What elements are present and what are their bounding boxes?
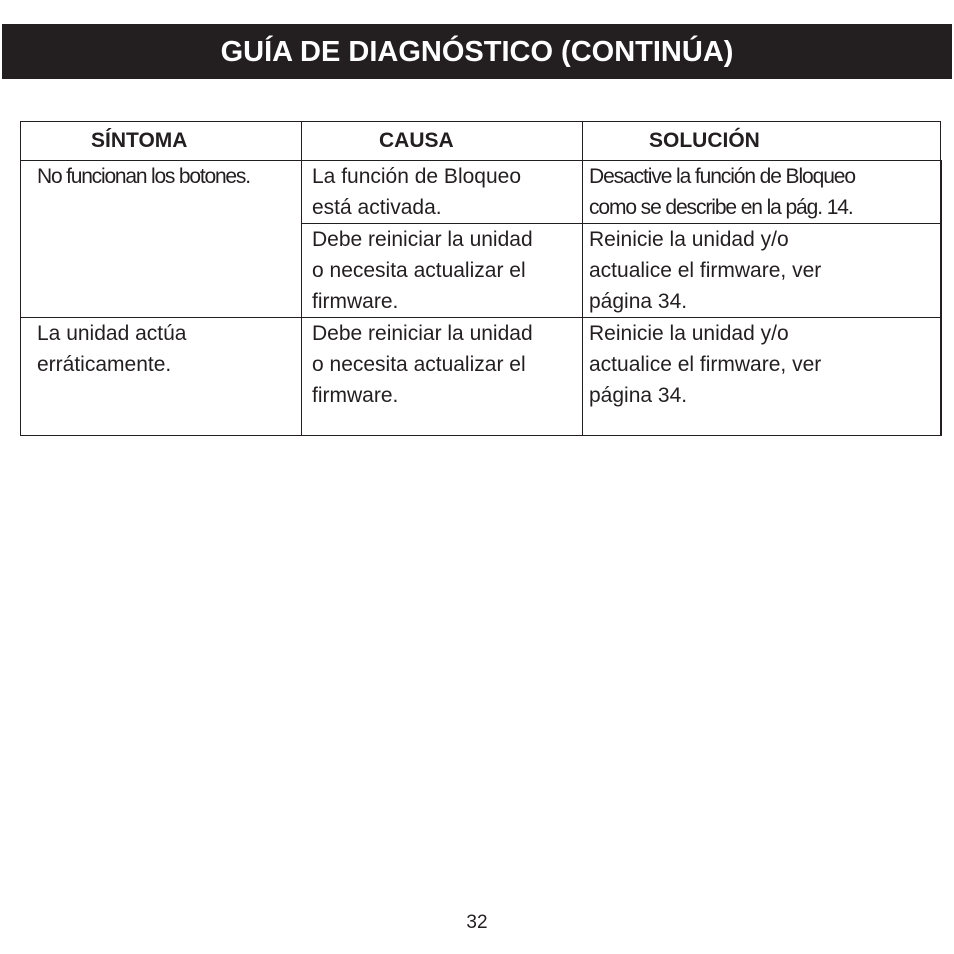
- symptom-cell: [21, 318, 302, 436]
- cause-text: Debe reiniciar la unidad o necesita actualizar el firmware.: [312, 228, 533, 313]
- symptom-text: La unidad actúa erráticamente.: [37, 322, 187, 376]
- table-row: [21, 161, 941, 224]
- page-number: 32: [466, 912, 488, 933]
- column-header-cause: CAUSA: [302, 122, 583, 161]
- solution-cell: [583, 161, 941, 224]
- table-row: [21, 318, 941, 436]
- page-header: [2, 24, 952, 79]
- column-header-symptom: SÍNTOMA: [21, 122, 302, 161]
- cause-cell: [302, 318, 583, 436]
- solution-text: Reinicie la unidad y/o actualice el firmware, ver página 34.: [589, 228, 822, 313]
- solution-cell: [583, 224, 941, 318]
- table-header-row: [21, 122, 941, 161]
- page-title: GUÍA DE DIAGNÓSTICO (CONTINÚA): [220, 36, 734, 68]
- cause-text: La función de Bloqueo está activada.: [312, 165, 522, 219]
- column-header-solution: SOLUCIÓN: [583, 122, 941, 161]
- solution-text: Reinicie la unidad y/o actualice el firmware, ver página 34.: [589, 322, 822, 407]
- cause-cell: [302, 161, 583, 224]
- troubleshooting-table: [20, 121, 942, 436]
- cause-text: Debe reiniciar la unidad o necesita actualizar el firmware.: [312, 322, 533, 407]
- cause-cell: [302, 224, 583, 318]
- symptom-cell: [21, 161, 302, 318]
- symptom-text: No funcionan los botones.: [37, 165, 250, 188]
- troubleshooting-table-container: [20, 121, 940, 436]
- solution-text: Desactive la función de Bloqueo como se describe en la pág. 14.: [589, 165, 855, 219]
- solution-cell: [583, 318, 941, 436]
